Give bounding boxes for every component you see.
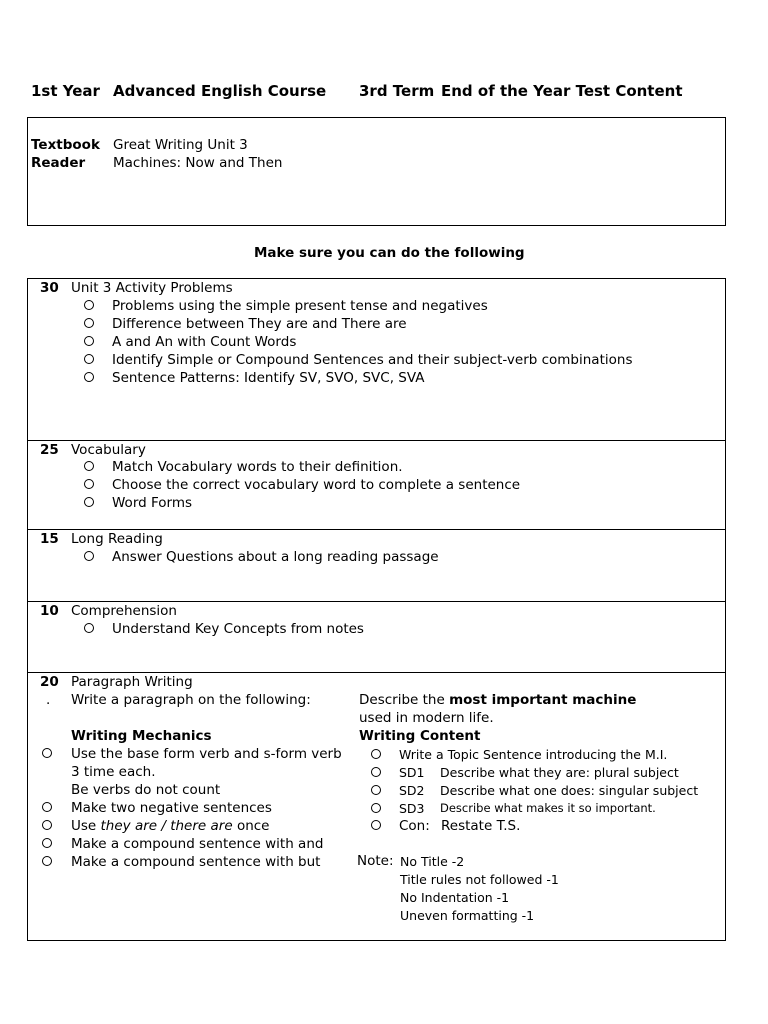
content-item: SD3 Describe what makes it so important. xyxy=(371,801,381,816)
circle-bullet-icon xyxy=(84,479,94,489)
circle-bullet-icon xyxy=(42,838,52,848)
mechanics-item: Make a compound sentence with and xyxy=(42,836,52,852)
section-4-points: 10 xyxy=(40,603,59,619)
header-course: Advanced English Course xyxy=(113,82,327,100)
writing-mechanics-title: Writing Mechanics xyxy=(71,728,212,744)
note-item: No Indentation -1 xyxy=(400,890,510,905)
circle-bullet-icon xyxy=(84,497,94,507)
content-item: SD2 Describe what one does: singular subject xyxy=(371,783,381,798)
content-item: Con: Restate T.S. xyxy=(371,818,381,834)
list-item: Problems using the simple present tense and negatives xyxy=(84,298,94,314)
circle-bullet-icon xyxy=(84,623,94,633)
circle-bullet-icon xyxy=(84,461,94,471)
mechanics-item: Use the base form verb and s-form verb xyxy=(42,746,52,762)
list-item: Choose the correct vocabulary word to complete a sentence xyxy=(84,477,94,493)
section-2-points: 25 xyxy=(40,442,59,458)
circle-bullet-icon xyxy=(84,551,94,561)
dot-mark: . xyxy=(46,692,51,708)
circle-bullet-icon xyxy=(84,372,94,382)
textbook-value: Great Writing Unit 3 xyxy=(113,137,248,153)
note-item: Uneven formatting -1 xyxy=(400,908,535,923)
textbook-label: Textbook xyxy=(31,137,100,153)
circle-bullet-icon xyxy=(84,318,94,328)
reader-value: Machines: Now and Then xyxy=(113,155,283,171)
list-item: Identify Simple or Compound Sentences and their subject-verb combinations xyxy=(84,352,94,368)
section-5-title: Paragraph Writing xyxy=(71,674,193,690)
section-3-points: 15 xyxy=(40,531,59,547)
circle-bullet-icon xyxy=(371,749,381,759)
circle-bullet-icon xyxy=(42,856,52,866)
section-1-points: 30 xyxy=(40,280,59,296)
circle-bullet-icon xyxy=(42,820,52,830)
section-2-title: Vocabulary xyxy=(71,442,146,458)
section-4-title: Comprehension xyxy=(71,603,177,619)
mechanics-item-cont: Be verbs do not count xyxy=(71,782,221,798)
list-item: Answer Questions about a long reading passage xyxy=(84,549,94,565)
circle-bullet-icon xyxy=(371,820,381,830)
section-5-points: 20 xyxy=(40,674,59,690)
circle-bullet-icon xyxy=(84,300,94,310)
writing-prompt: Write a paragraph on the following: xyxy=(71,692,311,708)
note-item: No Title -2 xyxy=(400,854,465,869)
mechanics-item: Use they are / there are once xyxy=(42,818,52,834)
header-year: 1st Year xyxy=(31,82,100,100)
content-item: Write a Topic Sentence introducing the M.I. xyxy=(371,747,381,762)
writing-content-title: Writing Content xyxy=(359,728,481,744)
header-term: 3rd Term xyxy=(359,82,435,100)
note-label: Note: xyxy=(357,853,394,869)
writing-topic-line2: used in modern life. xyxy=(359,710,494,726)
mechanics-item: Make a compound sentence with but xyxy=(42,854,52,870)
list-item: Sentence Patterns: Identify SV, SVO, SVC, SVA xyxy=(84,370,94,386)
section-divider xyxy=(28,672,725,673)
writing-topic: Describe the most important machine xyxy=(359,692,637,708)
materials-box xyxy=(27,117,726,226)
list-item: Difference between They are and There are xyxy=(84,316,94,332)
section-3-title: Long Reading xyxy=(71,531,163,547)
circle-bullet-icon xyxy=(371,785,381,795)
circle-bullet-icon xyxy=(42,748,52,758)
section-1-title: Unit 3 Activity Problems xyxy=(71,280,233,296)
instructions-heading: Make sure you can do the following xyxy=(254,245,525,261)
list-item: Match Vocabulary words to their definition. xyxy=(84,459,94,475)
mechanics-item-cont: 3 time each. xyxy=(71,764,156,780)
list-item: Understand Key Concepts from notes xyxy=(84,621,94,637)
content-item: SD1 Describe what they are: plural subject xyxy=(371,765,381,780)
section-divider xyxy=(28,440,725,441)
section-divider xyxy=(28,529,725,530)
circle-bullet-icon xyxy=(84,354,94,364)
circle-bullet-icon xyxy=(42,802,52,812)
circle-bullet-icon xyxy=(84,336,94,346)
note-item: Title rules not followed -1 xyxy=(400,872,559,887)
circle-bullet-icon xyxy=(371,803,381,813)
list-item: Word Forms xyxy=(84,495,94,511)
reader-label: Reader xyxy=(31,155,86,171)
circle-bullet-icon xyxy=(371,767,381,777)
header-test: End of the Year Test Content xyxy=(441,82,683,100)
mechanics-item: Make two negative sentences xyxy=(42,800,52,816)
list-item: A and An with Count Words xyxy=(84,334,94,350)
section-divider xyxy=(28,601,725,602)
